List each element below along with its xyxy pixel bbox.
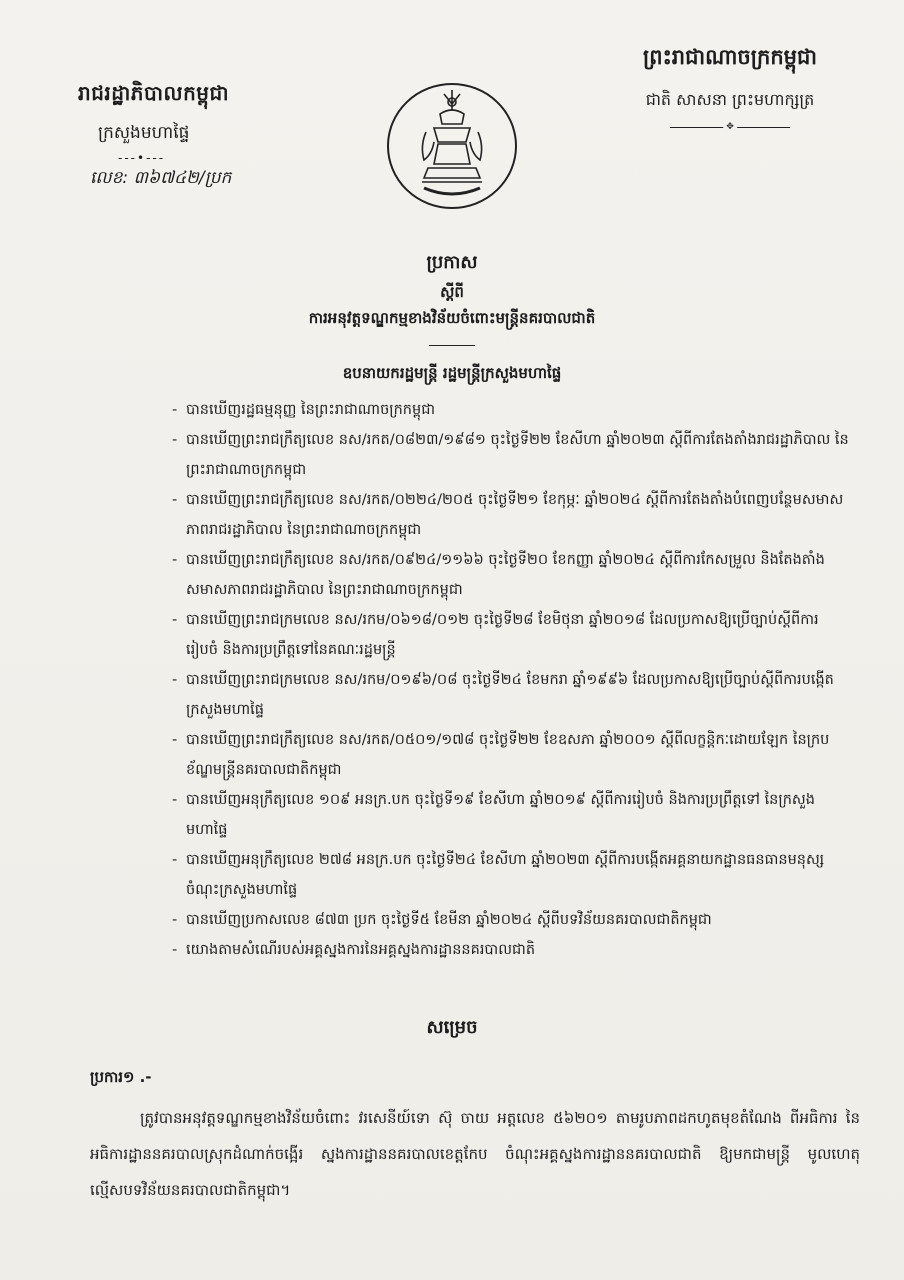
considerations-list <box>170 395 850 965</box>
motto-divider <box>670 122 790 132</box>
header-separator: ---•--- <box>118 151 166 165</box>
issuing-authority: ឧបនាយករដ្ឋមន្ត្រី រដ្ឋមន្ត្រីក្រសួងមហាផ្ទៃ <box>342 364 562 382</box>
article-label: ប្រការ១ .- <box>90 1068 152 1086</box>
article-body: ត្រូវបានអនុវត្តទណ្ឌកម្មខាងវិន័យចំពោះ វរសេនីយ៍ទោ ស៊ុ ចាយ អត្តលេខ ៥៦២០១ តាមរូបភាពដកហូតមុខតំណែង ពីអធិការ នៃអធិការដ្ឋាននគរបាលស្រុកដំណាក់ចង្អើរ ស្នងការដ្ឋាននគរបាលខេត្តកែប ចំណុះអគ្គស្នងការដ្ឋាននគរបាលជាតិ ឱ្យមកជាមន្ត្រី មូលហេតុ ល្មើសបទវិន័យនគរបាលជាតិកម្ពុជា។ <box>90 1109 860 1199</box>
list-item: - បានឃើញប្រកាសលេខ ៨៧៣ ប្រក ចុះថ្ងៃទី៥ ខែមីនា ឆ្នាំ២០២៤ ស្តីពីបទវិន័យនគរបាលជាតិកម្ពុជា <box>170 905 850 935</box>
reference-number: លេខ: ៣៦៧៤២/ប្រក <box>90 168 232 188</box>
document-subject: ការអនុវត្តទណ្ឌកម្មខាងវិន័យចំពោះមន្ត្រីនគរបាលជាតិ <box>308 309 596 327</box>
list-item: - បានឃើញអនុក្រឹត្យលេខ ១០៩ អនក្រ.បក ចុះថ្ងៃទី១៩ ខែសីហា ឆ្នាំ២០១៩ ស្តីពីការរៀបចំ និងការប្រព្រឹត្តទៅ នៃក្រសួងមហាផ្ទៃ <box>170 785 850 845</box>
list-item: - យោងតាមសំណើរបស់អគ្គស្នងការនៃអគ្គស្នងការដ្ឋាននគរបាលជាតិ <box>170 935 850 965</box>
kingdom-name: ព្រះរាជាណាចក្រកម្ពុជា <box>642 45 817 69</box>
national-motto: ជាតិ សាសនា ព្រះមហាក្សត្រ <box>645 90 815 109</box>
document-type: ប្រកាស <box>426 252 478 273</box>
list-item: - បានឃើញព្រះរាជក្រឹត្យលេខ នស/រកត/០២២៤/២០៥ ចុះថ្ងៃទី២១ ខែកុម្ភៈ ឆ្នាំ២០២៤ ស្តីពីការតែងតាំងបំពេញបន្ថែមសមាសភាពរាជរដ្ឋាភិបាល នៃព្រះរាជាណាចក្រកម្ពុជា <box>170 485 850 545</box>
list-item: - បានឃើញព្រះរាជក្រមលេខ នស/រកម/០១៩៦/០៨ ចុះថ្ងៃទី២៤ ខែមករា ឆ្នាំ១៩៩៦ ដែលប្រកាសឱ្យប្រើច្បាប់ស្តីពីការបង្កើតក្រសួងមហាផ្ទៃ <box>170 665 850 725</box>
list-item: - បានឃើញព្រះរាជក្រឹត្យលេខ នស/រកត/០៩២៤/១១៦៦ ចុះថ្ងៃទី២០ ខែកញ្ញា ឆ្នាំ២០២៤ ស្តីពីការកែសម្រួល និងតែងតាំងសមាសភាពរាជរដ្ឋាភិបាល នៃព្រះរាជាណាចក្រកម្ពុជា <box>170 545 850 605</box>
list-item: - បានឃើញរដ្ឋធម្មនុញ្ញ នៃព្រះរាជាណាចក្រកម្ពុជា <box>170 395 850 425</box>
document-title-block <box>0 250 904 386</box>
title-about: ស្តីពី <box>440 283 464 301</box>
government-name: រាជរដ្ឋាភិបាលកម្ពុជា <box>78 81 229 105</box>
ornament-icon: ✥ <box>723 122 737 132</box>
list-item: - បានឃើញព្រះរាជក្រមលេខ នស/រកម/០៦១៨/០១២ ចុះថ្ងៃទី២៨ ខែមិថុនា ឆ្នាំ២០១៨ ដែលប្រកាសឱ្យប្រើច្បាប់ស្តីពីការរៀបចំ និងការប្រព្រឹត្តទៅនៃគណៈរដ្ឋមន្ត្រី <box>170 605 850 665</box>
title-divider <box>429 345 475 346</box>
royal-emblem-icon <box>382 80 522 212</box>
kingdom-motto-block <box>600 44 860 132</box>
list-item: - បានឃើញព្រះរាជក្រឹត្យលេខ នស/រកត/០៨២៣/១៩៨១ ចុះថ្ងៃទី២២ ខែសីហា ឆ្នាំ២០២៣ ស្តីពីការតែងតាំងរាជរដ្ឋាភិបាល នៃព្រះរាជាណាចក្រកម្ពុជា <box>170 425 850 485</box>
issuing-ministry-block <box>78 80 308 192</box>
list-item: - បានឃើញអនុក្រឹត្យលេខ ២៧៨ អនក្រ.បក ចុះថ្ងៃទី២៤ ខែសីហា ឆ្នាំ២០២៣ ស្តីពីការបង្កើតអគ្គនាយកដ្ឋានធនធានមនុស្ស ចំណុះក្រសួងមហាផ្ទៃ <box>170 845 850 905</box>
ministry-name: ក្រសួងមហាផ្ទៃ <box>98 123 190 143</box>
list-item: - បានឃើញព្រះរាជក្រឹត្យលេខ នស/រកត/០៥០១/១៧៨ ចុះថ្ងៃទី២២ ខែឧសភា ឆ្នាំ២០០១ ស្តីពីលក្ខន្តិកៈដោយឡែក នៃក្របខ័ណ្ឌមន្ត្រីនគរបាលជាតិកម្ពុជា <box>170 725 850 785</box>
decision-heading: សម្រេច <box>426 1017 478 1038</box>
